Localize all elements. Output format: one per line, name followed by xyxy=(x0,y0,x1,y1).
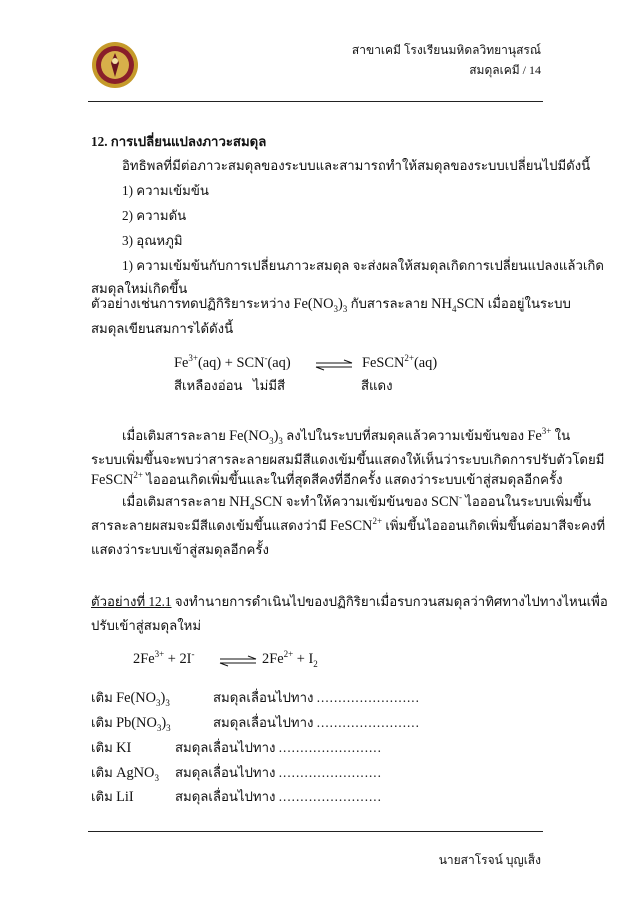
para2-line1: เมื่อเติมสารละลาย $Fe(NO_3)_3$ ลงไปในระบบที่สมดุลแล้วความเข้มข้นของ $Fe^{3+}$ ใน xyxy=(122,426,571,446)
example-equation-right: $2Fe^{2+} + I_2$ xyxy=(262,649,318,669)
question-row-answer: สมดุลเลื่อนไปทาง ........................ xyxy=(213,715,420,730)
example-label: ตัวอย่างที่ 12.1 xyxy=(91,594,172,609)
school-logo xyxy=(91,41,139,89)
intro-text: อิทธิพลที่มีต่อภาวะสมดุลของระบบและสามารถทำให้สมดุลของระบบเปลี่ยนไปมีดังนี้ xyxy=(122,158,591,173)
question-row-answer: สมดุลเลื่อนไปทาง ........................ xyxy=(175,789,382,804)
color-label-3: สีแดง xyxy=(361,378,393,393)
para2-line3: FeSCN$^{2+}$ ไอออนเกิดเพิ่มขึ้นและในที่สุดสีคงที่อีกครั้ง แสดงว่าระบบเข้าสู่สมดุลอีกครั้ง xyxy=(91,470,563,488)
question-row: เติม $Pb(NO_3)_3$ xyxy=(91,715,171,733)
para1-line1: 1) ความเข้มข้นกับการเปลี่ยนภาวะสมดุล จะส่งผลให้สมดุลเกิดการเปลี่ยนแปลงแล้วเกิด xyxy=(122,258,604,273)
example-line2: ปรับเข้าสู่สมดุลใหม่ xyxy=(91,618,202,633)
example-intro-line2: สมดุลเขียนสมการได้ดังนี้ xyxy=(91,321,234,336)
factor-1: 1) ความเข้มข้น xyxy=(122,183,209,198)
example-line1: ตัวอย่างที่ 12.1 จงทำนายการดำเนินไปของปฏิกิริยาเมื่อรบกวนสมดุลว่าทิศทางไปทางไหนเพื่อ xyxy=(91,594,608,609)
equilibrium-equation-right: FeSCN$^{2+}$(aq) xyxy=(362,353,438,371)
example-intro-line1: ตัวอย่างเช่นการทดปฏิกิริยาระหว่าง $Fe(NO_3)_3$ กับสารละลาย $NH_4SCN$ เมื่ออยู่ในระบบ xyxy=(91,296,571,314)
question-row: เติม LiI xyxy=(91,789,134,805)
factor-2: 2) ความดัน xyxy=(122,208,187,223)
question-row: เติม KI xyxy=(91,740,132,756)
para1-line2: สมดุลใหม่เกิดขึ้น xyxy=(91,281,188,296)
footer-author: นายสาโรจน์ บุญเส็ง xyxy=(438,853,541,867)
factor-3: 3) อุณหภูมิ xyxy=(122,233,183,248)
header-line-2: สมดุลเคมี / 14 xyxy=(469,63,541,77)
question-row-answer: สมดุลเลื่อนไปทาง ........................ xyxy=(175,765,382,780)
para3-line2: สารละลายผสมจะมีสีแดงเข้มขึ้นแสดงว่ามี FeSCN$^{2+}$ เพิ่มขึ้นไอออนเกิดเพิ่มขึ้นต่อมาสีจะคงที่ xyxy=(91,516,606,534)
color-label-1: สีเหลืองอ่อน xyxy=(174,378,243,393)
equilibrium-arrow-icon xyxy=(314,359,354,371)
question-row-answer: สมดุลเลื่อนไปทาง ........................ xyxy=(175,740,382,755)
para3-line1: เมื่อเติมสารละลาย $NH_4SCN$ จะทำให้ความเข้มข้นของ SCN- ไอออนในระบบเพิ่มขึ้น xyxy=(122,492,591,512)
header-line-1: สาขาเคมี โรงเรียนมหิดลวิทยานุสรณ์ xyxy=(351,43,541,57)
question-row: เติม AgNO$_3$ xyxy=(91,765,159,783)
example-equation-left: $2Fe^{3+} + 2I^-$ xyxy=(133,649,195,667)
section-title: 12. การเปลี่ยนแปลงภาวะสมดุล xyxy=(91,134,267,149)
header-divider xyxy=(88,101,543,102)
para3-line3: แสดงว่าระบบเข้าสู่สมดุลอีกครั้ง xyxy=(91,542,269,557)
para2-line2: ระบบเพิ่มขึ้นจะพบว่าสารละลายผสมมีสีแดงเข้มขึ้นแสดงให้เห็นว่าระบบเกิดการปรับตัวโดยมี xyxy=(91,452,605,467)
example-equilibrium-arrow-icon xyxy=(218,655,258,667)
question-row-answer: สมดุลเลื่อนไปทาง ........................ xyxy=(213,690,420,705)
color-label-2: ไม่มีสี xyxy=(253,378,286,393)
footer-divider xyxy=(88,831,543,832)
equilibrium-equation-left: $Fe^{3+}(aq) + SCN^-(aq)$ xyxy=(174,353,291,371)
question-row: เติม $Fe(NO_3)_3$ xyxy=(91,690,170,708)
